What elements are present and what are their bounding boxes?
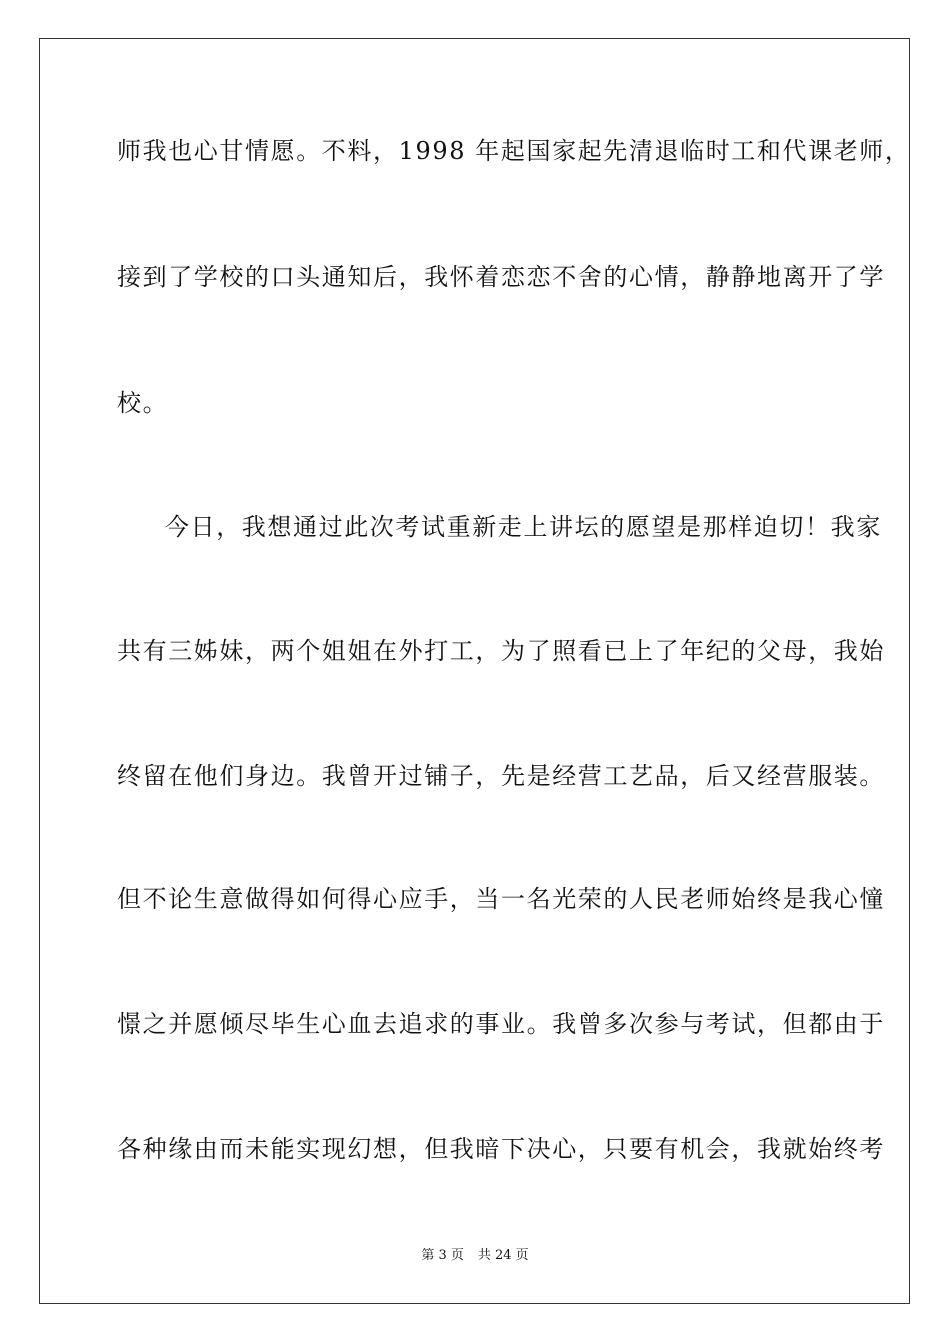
- body-text-line: 终留在他们身边。我曾开过铺子，先是经营工艺品，后又经营服装。: [117, 762, 885, 790]
- page-number: 第 3 页: [421, 1248, 464, 1263]
- body-text-line: 接到了学校的口头通知后，我怀着恋恋不舍的心情，静静地离开了学: [117, 263, 885, 291]
- body-text-line: 师我也心甘情愿。不料，1998 年起国家起先清退临时工和代课老师，: [117, 137, 911, 165]
- body-text-line: 各种缘由而未能实现幻想，但我暗下决心，只要有机会，我就始终考: [117, 1135, 885, 1163]
- body-text-line: 校。: [117, 389, 169, 417]
- body-text-line: 共有三姊妹，两个姐姐在外打工，为了照看已上了年纪的父母，我始: [117, 637, 885, 665]
- body-text-line: 但不论生意做得如何得心应手，当一名光荣的人民老师始终是我心憧: [117, 885, 885, 913]
- page-footer: [0, 1248, 950, 1264]
- body-text-line: 憬之并愿倾尽毕生心血去追求的事业。我曾多次参与考试，但都由于: [117, 1010, 885, 1038]
- paragraph-start-line: 今日，我想通过此次考试重新走上讲坛的愿望是那样迫切！我家: [165, 513, 882, 541]
- page-border: [39, 38, 910, 1304]
- page-total: 共 24 页: [477, 1248, 529, 1263]
